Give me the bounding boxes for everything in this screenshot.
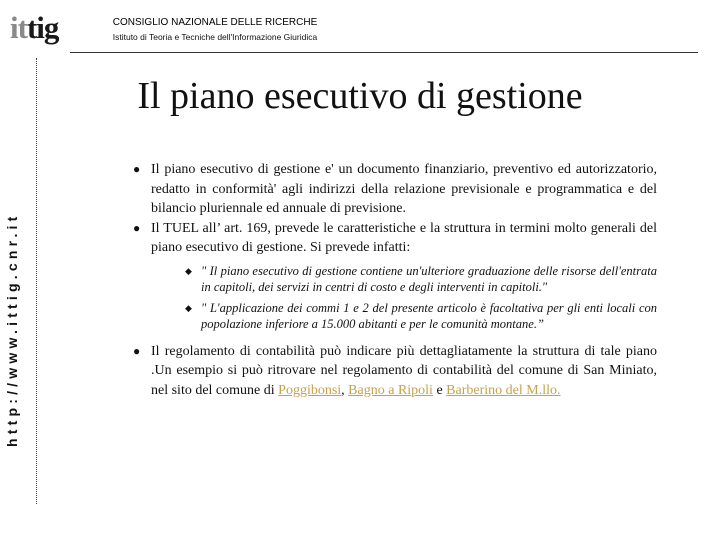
link-barberino[interactable]: Barberino del M.llo.	[446, 382, 561, 398]
bullet-icon: ●	[133, 343, 141, 358]
side-url: http://www.ittig.cnr.it	[4, 212, 20, 447]
link-poggibonsi[interactable]: Poggibonsi	[278, 382, 342, 398]
bullet-text: Il piano esecutivo di gestione e' un documento finanziario, preventivo ed autorizzatorio, redatto in conformità' agli indirizzi della relazione previsionale e programmatica e del bilancio pluriennale ed annuale di previsione.	[151, 162, 657, 216]
link-bagno-a-ripoli[interactable]: Bagno a Ripoli	[348, 382, 433, 398]
logo-left-text: it	[10, 10, 27, 45]
sub-bullet-item	[185, 300, 657, 333]
bullet-item	[133, 160, 657, 219]
logo-right-text: tig	[26, 10, 59, 45]
bullet-icon: ●	[133, 220, 141, 235]
bullet-item	[133, 219, 657, 258]
diamond-icon: ◆	[185, 265, 192, 276]
link-separator: ,	[341, 382, 349, 398]
bullet-text: Il TUEL all’ art. 169, prevede le caratteristiche e la struttura in termini molto generali del piano esecutivo di gestione. Si prevede infatti:	[151, 220, 657, 255]
org-name: CONSIGLIO NAZIONALE DELLE RICERCHE	[112, 17, 318, 28]
sub-bullet-text: " L'applicazione dei commi 1 e 2 del presente articolo è facoltativa per gli enti locali con popolazione inferiore a 15.000 abitanti e per le comunità montane.”	[201, 300, 657, 331]
sub-bullet-item	[185, 263, 657, 296]
sub-bullet-text: " Il piano esecutivo di gestione contiene un'ulteriore graduazione delle risorse dell'entrata in capitoli, dei servizi in centri di costo e degli interventi in capitoli."	[201, 263, 657, 294]
bullet-icon: ●	[133, 162, 141, 176]
header-divider	[70, 52, 698, 53]
diamond-icon: ◆	[185, 302, 192, 313]
sub-bullet-list	[185, 263, 657, 333]
slide-content	[133, 160, 657, 400]
link-separator: e	[432, 382, 447, 398]
side-dotted-divider	[36, 58, 37, 504]
ittig-logo	[10, 10, 60, 46]
bullet-text: Il regolamento di contabilità può indicare più dettagliatamente la struttura di tale piano .Un esempio si può ritrovare nel regolamento di contabilità del comune di San Miniato, nel sito del comune di	[151, 343, 657, 398]
institute-name: Istituto di Teoria e Tecniche dell'Informazione Giuridica	[112, 32, 318, 42]
bullet-item	[133, 342, 657, 401]
slide-title: Il piano esecutivo di gestione	[137, 75, 583, 117]
